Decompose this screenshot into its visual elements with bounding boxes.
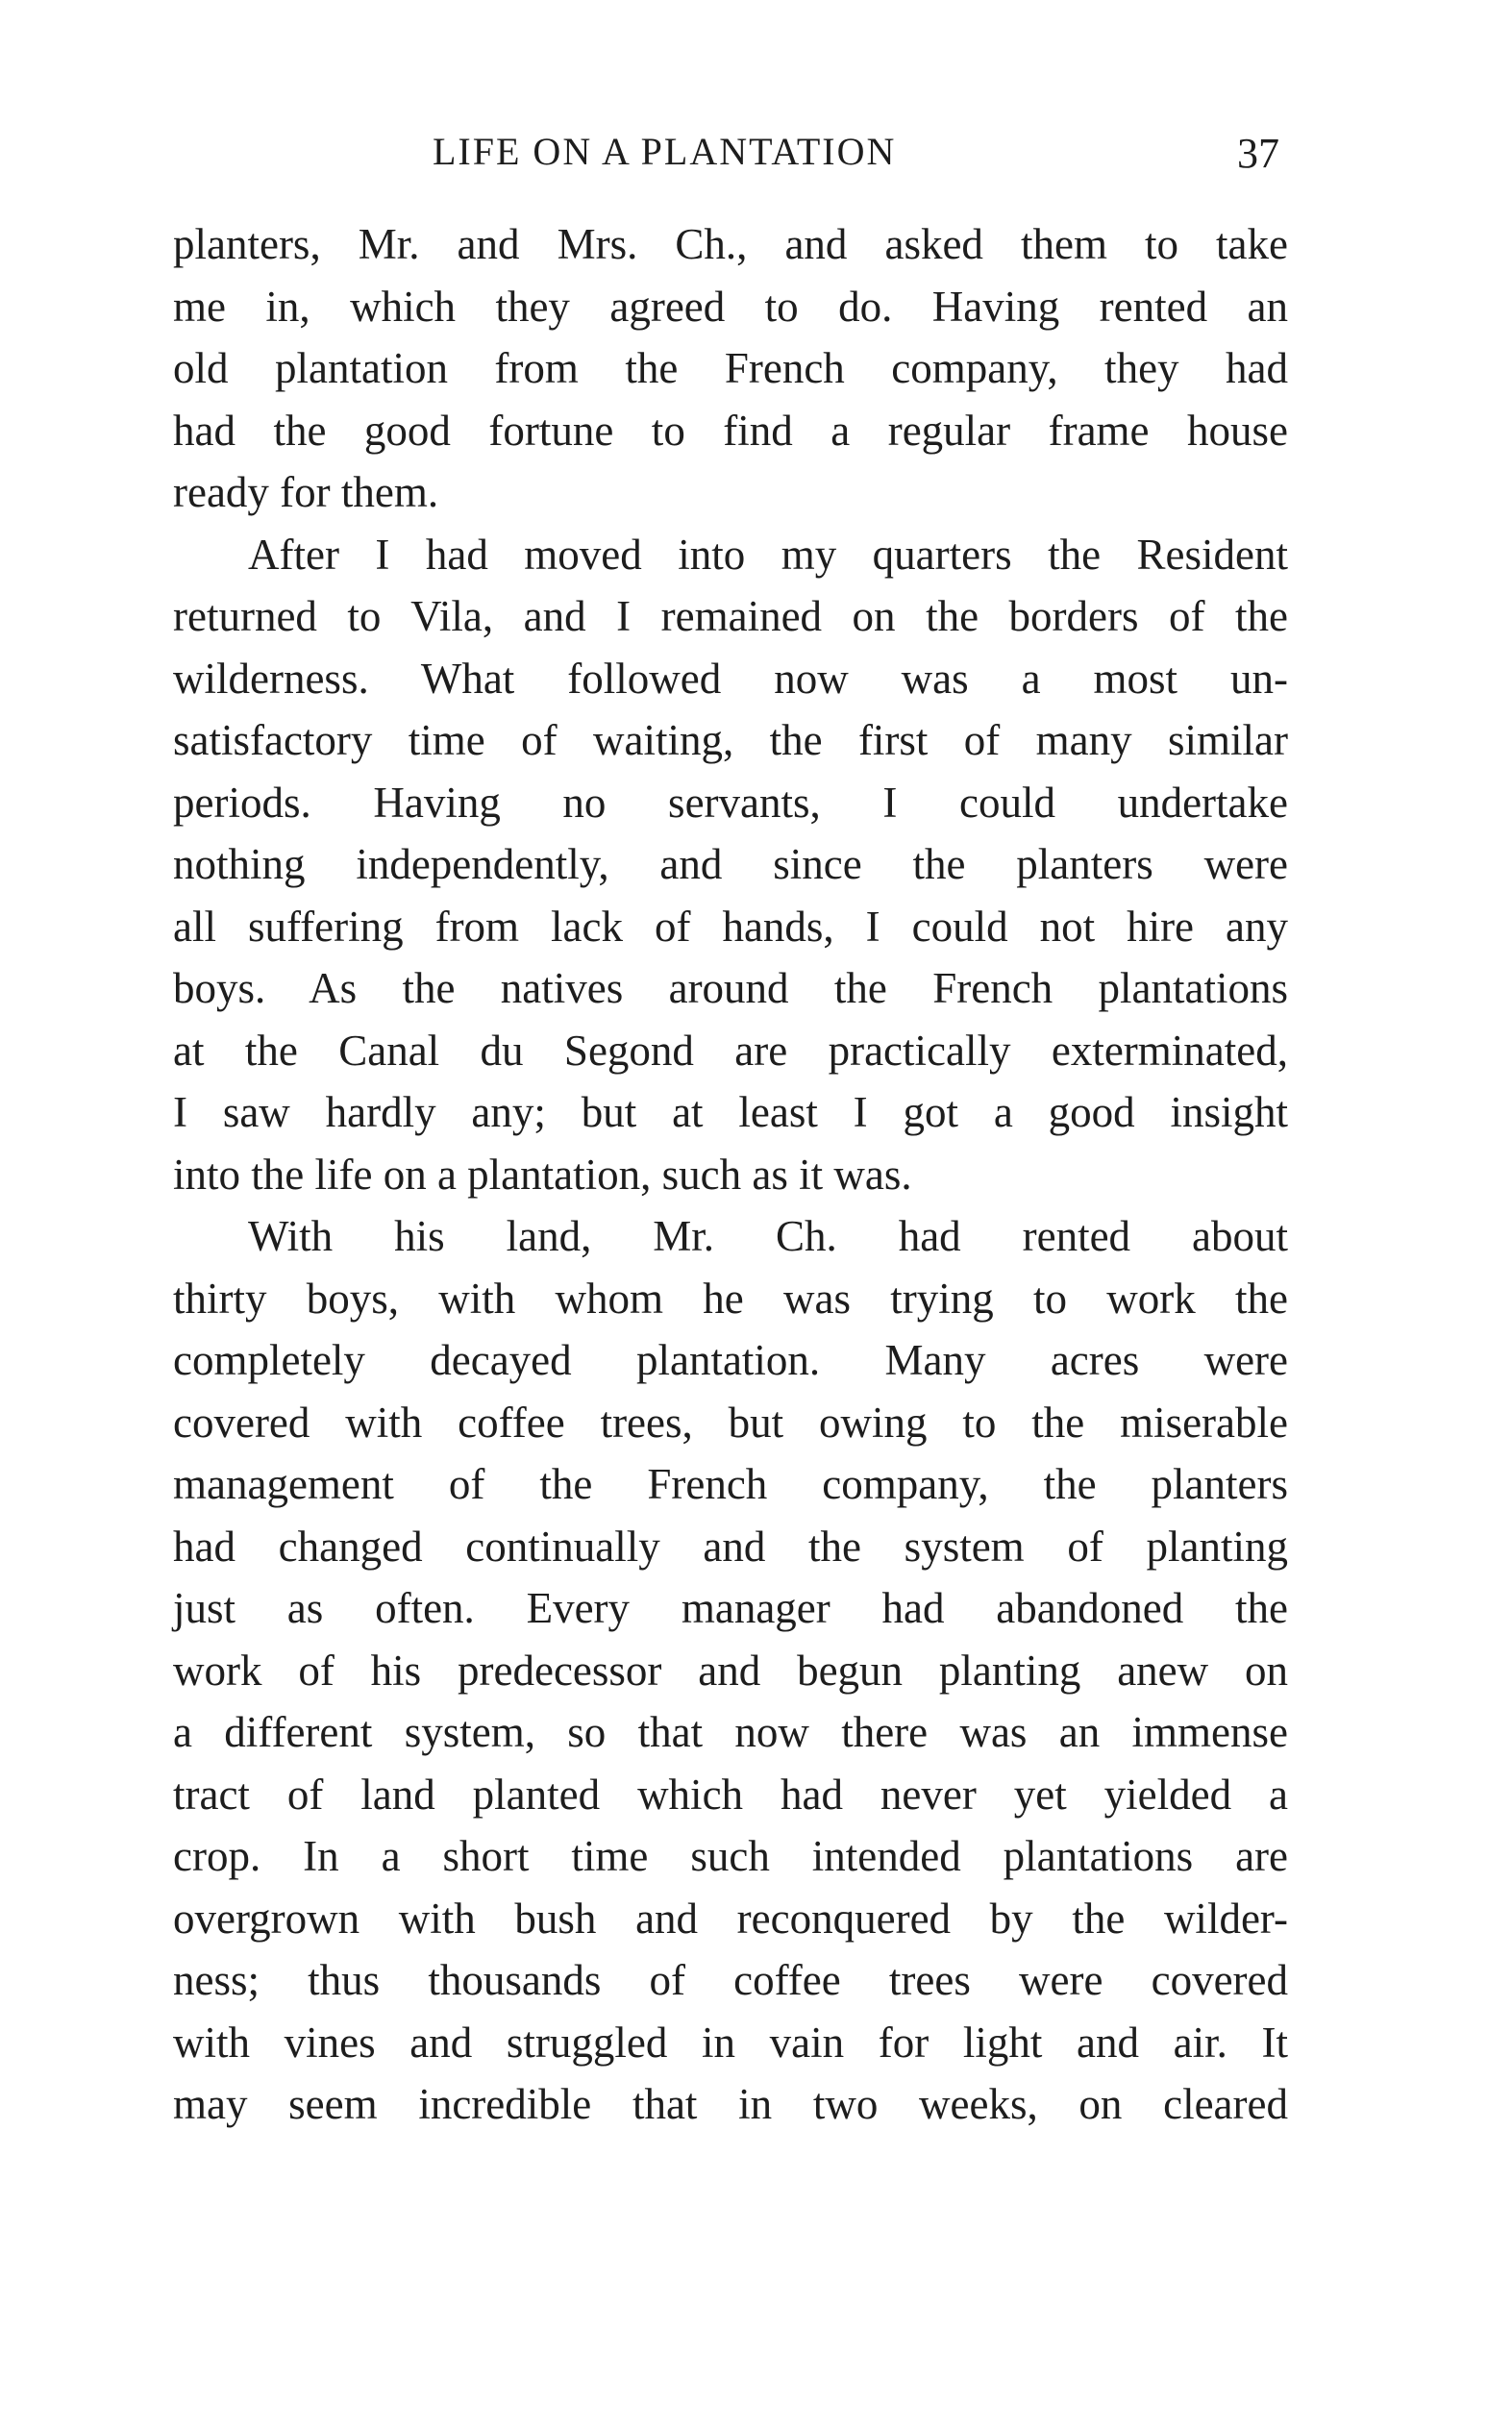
text-line: boys. As the natives around the French plantations [173,964,1288,1012]
text-line: may seem incredible that in two weeks, on cleared [173,2080,1288,2128]
text-line: crop. In a short time such intended plantations are [173,1832,1288,1880]
text-line: into the life on a plantation, such as it was. [173,1150,912,1199]
text-line: old plantation from the French company, they had [173,344,1288,392]
running-title: LIFE ON A PLANTATION [433,130,897,173]
text-line: returned to Vila, and I remained on the borders of the [173,592,1288,640]
text-line: thirty boys, with whom he was trying to work the [173,1274,1288,1323]
text-line: periods. Having no servants, I could undertake [173,778,1288,827]
text-line: tract of land planted which had never yet yielded a [173,1770,1288,1819]
page-number: 37 [1237,130,1279,177]
text-line: work of his predecessor and begun planting anew on [173,1646,1288,1695]
text-line: just as often. Every manager had abandoned the [173,1584,1288,1632]
text-line: all suffering from lack of hands, I could not hire any [173,902,1288,951]
text-line: completely decayed plantation. Many acres were [173,1336,1288,1384]
text-line: me in, which they agreed to do. Having rented an [173,282,1288,331]
paragraph-3 [173,1205,1288,2136]
text-line: with vines and struggled in vain for light and air. It [173,2018,1288,2067]
text-line: ready for them. [173,468,439,516]
text-line: I saw hardly any; but at least I got a good insight [173,1088,1288,1136]
text-line: at the Canal du Segond are practically exterminated, [173,1026,1288,1075]
text-line: overgrown with bush and reconquered by the wilder- [173,1894,1288,1943]
text-line: management of the French company, the planters [173,1460,1288,1508]
paragraph-1 [173,213,1288,524]
text-line: With his land, Mr. Ch. had rented about [248,1212,1288,1260]
text-line: wilderness. What followed now was a most un- [173,654,1288,703]
text-line: had the good fortune to find a regular frame house [173,406,1288,455]
text-line: covered with coffee trees, but owing to the miserable [173,1398,1288,1447]
text-line: satisfactory time of waiting, the first of many similar [173,716,1288,764]
text-line: ness; thus thousands of coffee trees were covered [173,1956,1288,2004]
text-line: nothing independently, and since the planters were [173,840,1288,888]
text-line: After I had moved into my quarters the Resident [248,530,1288,579]
text-line: had changed continually and the system of planting [173,1522,1288,1571]
paragraph-2 [173,524,1288,1206]
running-head [173,121,1288,179]
text-line: a different system, so that now there was an immense [173,1708,1288,1756]
body-text [173,213,1288,2136]
text-line: planters, Mr. and Mrs. Ch., and asked them to take [173,220,1288,268]
